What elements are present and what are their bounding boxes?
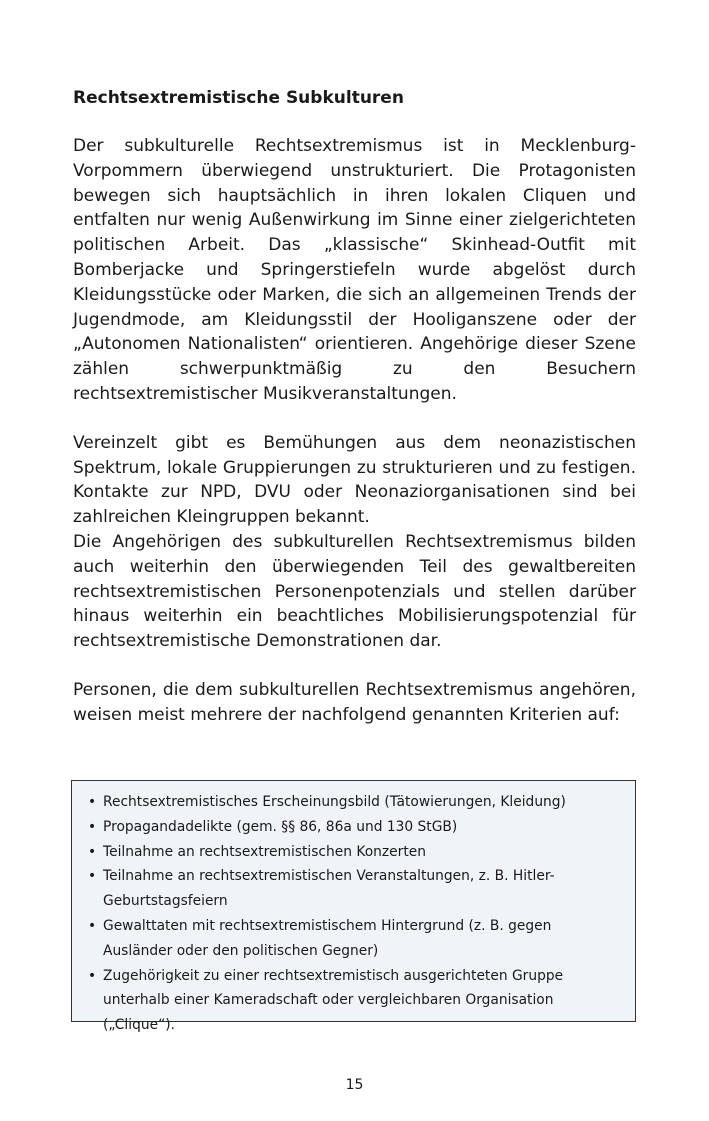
section-heading: Rechtsextremistische Subkulturen bbox=[73, 88, 404, 108]
paragraph-neonazi-efforts: Vereinzelt gibt es Bemühungen aus dem neonazistischen Spektrum, lokale Gruppierungen zu strukturieren und zu festigen. Kontakte zur NPD, DVU oder Neonaziorganisationen sind bei zahlreichen Kleingruppen bekannt. bbox=[73, 432, 636, 528]
criteria-list-item bbox=[88, 815, 621, 840]
paragraph-subculture-overview: Der subkulturelle Rechtsextremismus ist in Mecklenburg-Vorpommern überwiegend unstrukturiert. Die Protagonisten bewegen sich hauptsächlich in ihren lokalen Cliquen und entfalten nur wenig Außenwirkung im Sinne einer zielgerichteten politischen Arbeit. Das „klassische“ Skinhead-Outfit mit Bomberjacke und Springerstiefeln wurde abgelöst durch Kleidungsstücke oder Marken, die sich an allgemeinen Trends der Jugendmode, am Kleidungsstil der Hooliganszene oder der „Autonomen Nationalisten“ orientieren. Angehörige dieser Szene zählen schwerpunktmäßig zu den Besuchern rechtsextremistischer Musikveranstaltungen. bbox=[73, 136, 636, 404]
criteria-list-item bbox=[88, 914, 621, 964]
page-number: 15 bbox=[345, 1077, 364, 1093]
criteria-box bbox=[71, 780, 636, 1034]
criteria-text: Teilnahme an rechtsextremistischen Veranstaltungen, z. B. Hitler-Geburtstagsfeiern bbox=[103, 868, 555, 910]
bullet-icon: • bbox=[88, 917, 97, 934]
criteria-list-item bbox=[88, 840, 621, 865]
bullet-icon: • bbox=[88, 818, 97, 835]
paragraph-spacer bbox=[73, 654, 636, 678]
document-body bbox=[73, 86, 636, 728]
criteria-text: Teilnahme an rechtsextremistischen Konzerten bbox=[103, 843, 426, 860]
bullet-icon: • bbox=[88, 967, 97, 984]
paragraph-violence-potential: Die Angehörigen des subkulturellen Rechtsextremismus bilden auch weiterhin den überwiegenden Teil des gewaltbereiten rechtsextremistischen Personenpotenzials und stellen darüber hinaus weiterhin ein beachtliches Mobilisierungspotenzial für rechtsextremistische Demonstrationen dar. bbox=[73, 531, 636, 652]
criteria-text: Rechtsextremistisches Erscheinungsbild (Tätowierungen, Kleidung) bbox=[103, 794, 566, 810]
criteria-list bbox=[88, 790, 621, 1038]
paragraph-criteria-intro: Personen, die dem subkulturellen Rechtsextremismus angehören, weisen meist mehrere der nachfolgend genannten Kriterien auf: bbox=[73, 679, 636, 725]
criteria-text: Zugehörigkeit zu einer rechtsextremistisch ausgerichteten Gruppe unterhalb einer Kameradschaft oder vergleichbaren Organisation („Clique“). bbox=[103, 967, 564, 1034]
bullet-icon: • bbox=[88, 868, 97, 885]
bullet-icon: • bbox=[88, 794, 97, 810]
bullet-icon: • bbox=[88, 843, 97, 860]
criteria-list-item bbox=[88, 790, 621, 815]
criteria-list-item bbox=[88, 864, 621, 914]
criteria-text: Gewalttaten mit rechtsextremistischem Hintergrund (z. B. gegen Ausländer oder den politischen Gegner) bbox=[103, 917, 552, 959]
criteria-text: Propagandadelikte (gem. §§ 86, 86a und 130 StGB) bbox=[103, 818, 458, 835]
criteria-list-item bbox=[88, 964, 621, 1038]
paragraph-spacer bbox=[73, 407, 636, 431]
